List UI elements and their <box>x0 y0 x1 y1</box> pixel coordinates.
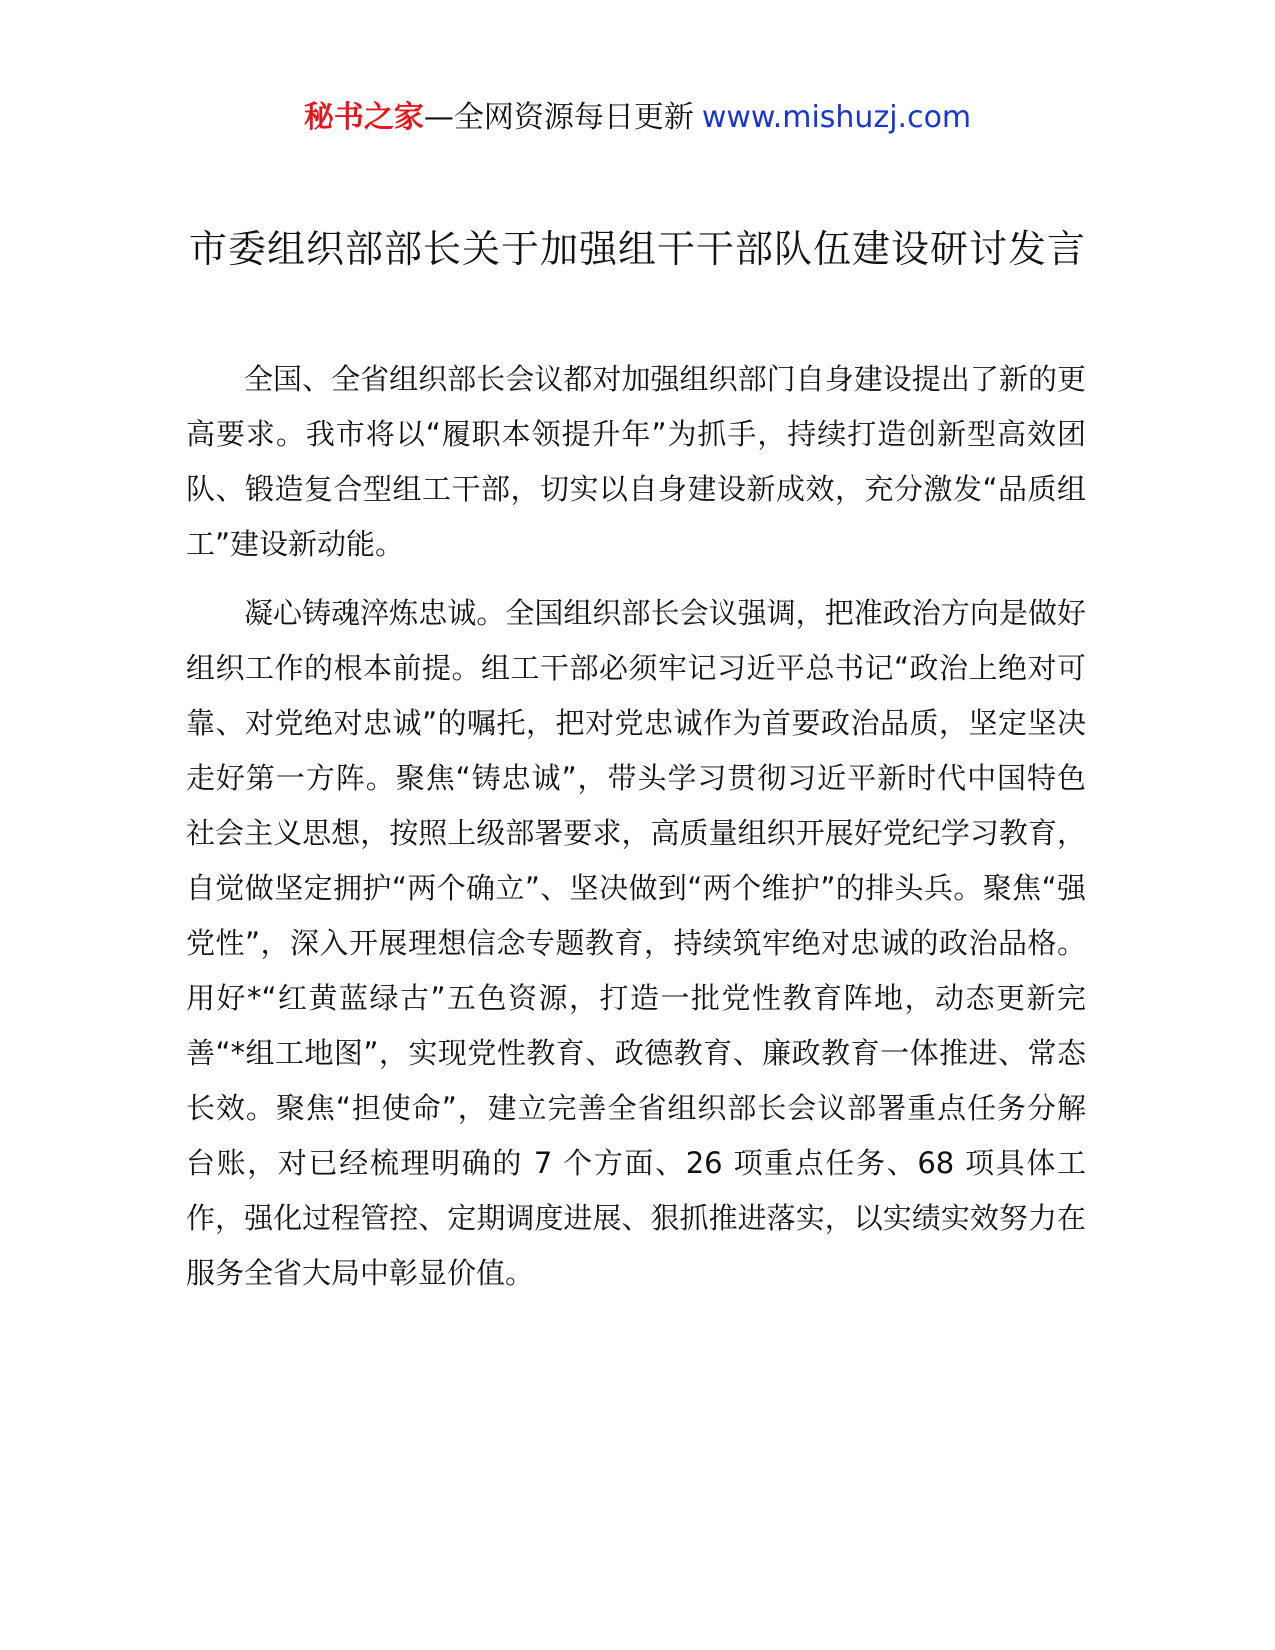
brand-name: 秘书之家 <box>303 100 424 135</box>
document-body <box>186 352 1086 1315</box>
paragraph: 凝心铸魂淬炼忠诚。全国组织部长会议强调，把准政治方向是做好组织工作的根本前提。组工干部必须牢记习近平总书记“政治上绝对可靠、对党绝对忠诚”的嘱托，把对党忠诚作为首要政治品质，坚定坚决走好第一方阵。聚焦“铸忠诚”，带头学习贯彻习近平新时代中国特色社会主义思想，按照上级部署要求，高质量组织开展好党纪学习教育，自觉做坚定拥护“两个确立”、坚决做到“两个维护”的排头兵。聚焦“强党性”，深入开展理想信念专题教育，持续筑牢绝对忠诚的政治品格。用好*“红黄蓝绿古”五色资源，打造一批党性教育阵地，动态更新完善“*组工地图”，实现党性教育、政德教育、廉政教育一体推进、常态长效。聚焦“担使命”，建立完善全省组织部长会议部署重点任务分解台账，对已经梳理明确的 7 个方面、26 项重点任务、68 项具体工作，强化过程管控、定期调度进展、狠抓推进落实，以实绩实效努力在服务全省大局中彰显价值。 <box>186 596 1086 1290</box>
site-url-link[interactable]: www.mishuzj.com <box>701 100 972 135</box>
header-banner <box>0 98 1275 138</box>
document-title: 市委组织部部长关于加强组干干部队伍建设研讨发言 <box>188 227 1086 271</box>
header-tagline: —全网资源每日更新 <box>423 100 694 135</box>
paragraph: 全国、全省组织部长会议都对加强组织部门自身建设提出了新的更高要求。我市将以“履职本领提升年”为抓手，持续打造创新型高效团队、锻造复合型组工干部，切实以自身建设新成效，充分激发“品质组工”建设新动能。 <box>186 362 1086 561</box>
